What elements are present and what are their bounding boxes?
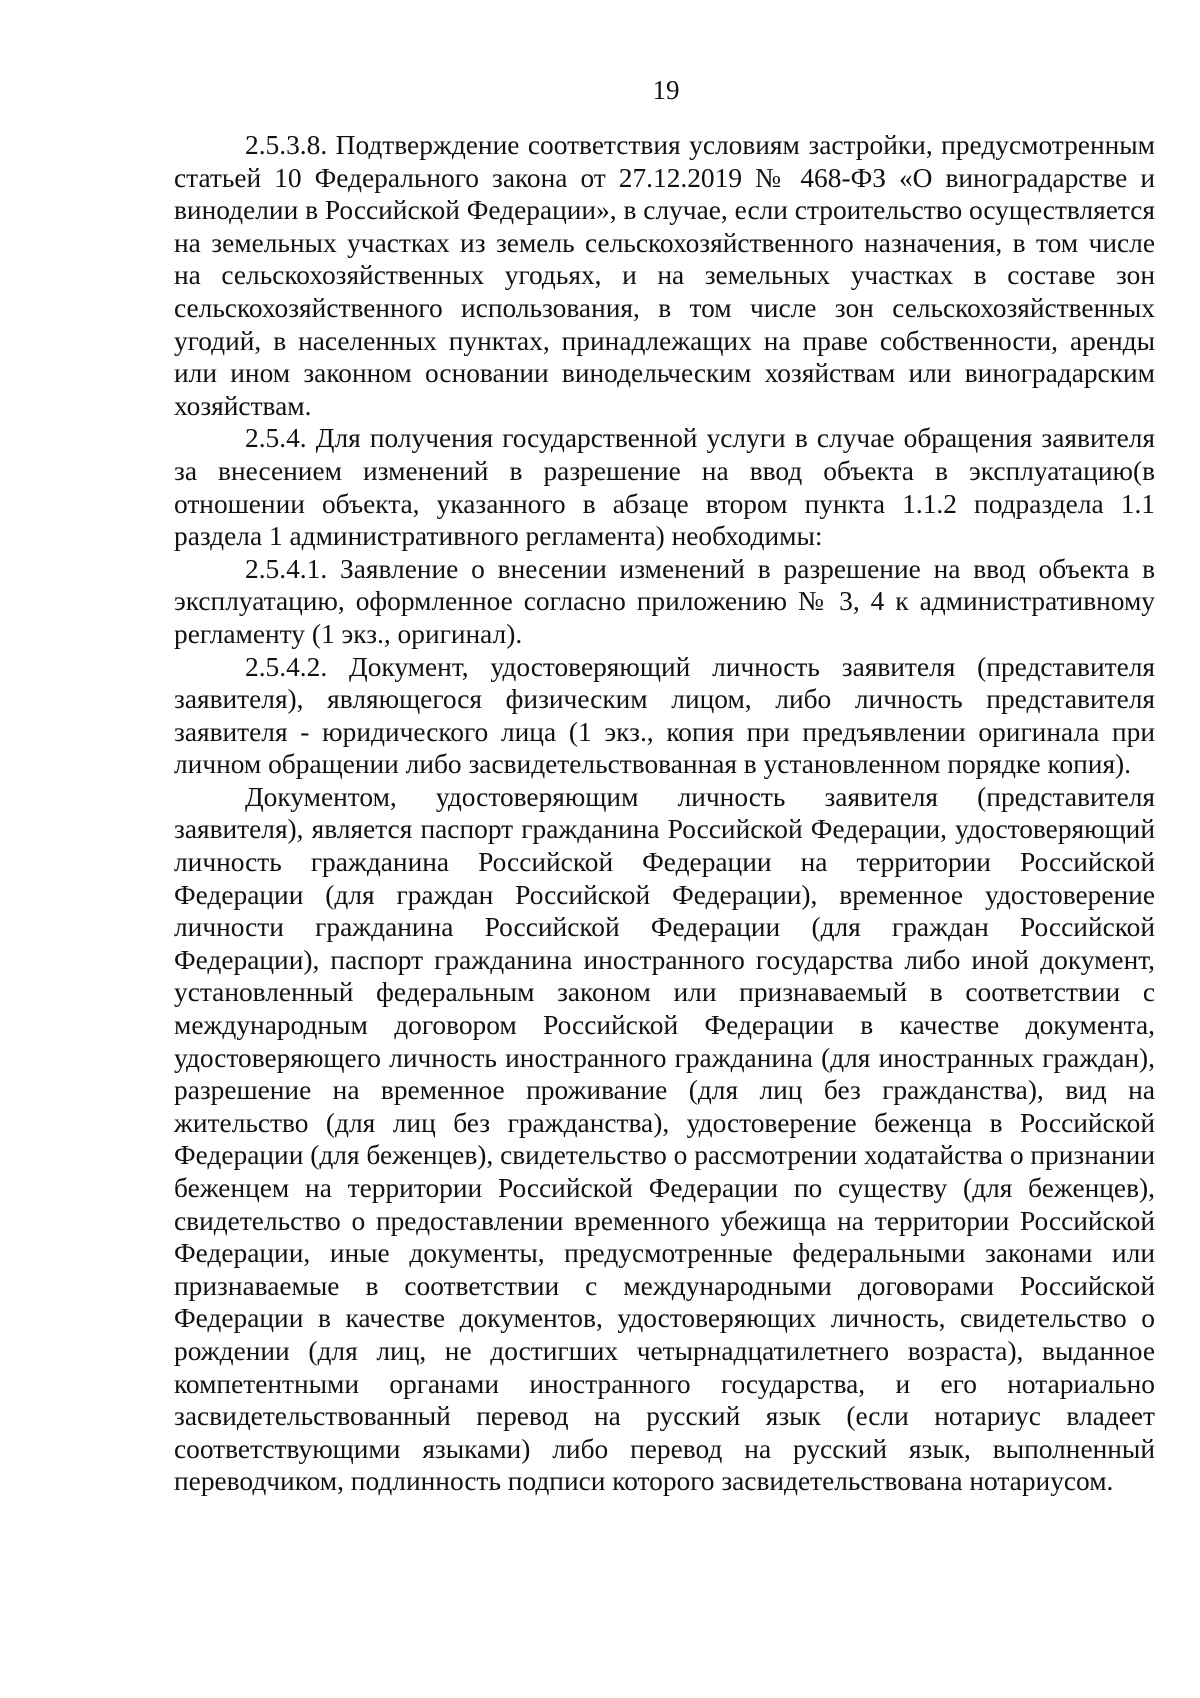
paragraph-2-5-4-1: 2.5.4.1. Заявление о внесении изменений в разрешение на ввод объекта в эксплуатацию, оформленное согласно приложению № 3, 4 к административному регламенту (1 экз., оригинал).	[174, 553, 1155, 649]
document-body	[174, 129, 1155, 1498]
paragraph-identity-documents: Документом, удостоверяющим личность заявителя (представителя заявителя), является паспорт гражданина Российской Федерации, удостоверяющий личность гражданина Российской Федерации на территории Российской Федерации (для граждан Российской Федерации), временное удостоверение личности гражданина Российской Федерации (для граждан Российской Федерации), паспорт гражданина иностранного государства либо иной документ, установленный федеральным законом или признаваемый в соответствии с международным договором Российской Федерации в качестве документа, удостоверяющего личность иностранного гражданина (для иностранных граждан), разрешение на временное проживание (для лиц без гражданства), вид на жительство (для лиц без гражданства), удостоверение беженца в Российской Федерации (для беженцев), свидетельство о рассмотрении ходатайства о признании беженцем на территории Российской Федерации по существу (для беженцев), свидетельство о предоставлении временного убежища на территории Российской Федерации, иные документы, предусмотренные федеральными законами или признаваемые в соответствии с международными договорами Российской Федерации в качестве документов, удостоверяющих личность, свидетельство о рождении (для лиц, не достигших четырнадцатилетнего возраста), выданное компетентными органами иностранного государства, и его нотариально засвидетельствованный перевод на русский язык (если нотариус владеет соответствующими языками) либо перевод на русский язык, выполненный переводчиком, подлинность подписи которого засвидетельствована нотариусом.	[174, 781, 1155, 1497]
paragraph-2-5-4-2: 2.5.4.2. Документ, удостоверяющий личность заявителя (представителя заявителя), являющегося физическим лицом, либо личность представителя заявителя - юридического лица (1 экз., копия при предъявлении оригинала при личном обращении либо засвидетельствованная в установленном порядке копия).	[174, 651, 1155, 780]
paragraph-2-5-4: 2.5.4. Для получения государственной услуги в случае обращения заявителя за внесением изменений в разрешение на ввод объекта в эксплуатацию(в отношении объекта, указанного в абзаце втором пункта 1.1.2 подраздела 1.1 раздела 1 административного регламента) необходимы:	[174, 423, 1155, 552]
page-number: 19	[652, 75, 680, 105]
paragraph-2-5-3-8: 2.5.3.8. Подтверждение соответствия условиям застройки, предусмотренным статьей 10 Федерального закона от 27.12.2019 № 468-ФЗ «О виноградарстве и виноделии в Российской Федерации», в случае, если строительство осуществляется на земельных участках из земель сельскохозяйственного назначения, в том числе на сельскохозяйственных угодьях, и на земельных участках в составе зон сельскохозяйственного использования, в том числе зон сельскохозяйственных угодий, в населенных пунктах, принадлежащих на праве собственности, аренды или ином законном основании винодельческим хозяйствам или виноградарским хозяйствам.	[174, 130, 1155, 421]
